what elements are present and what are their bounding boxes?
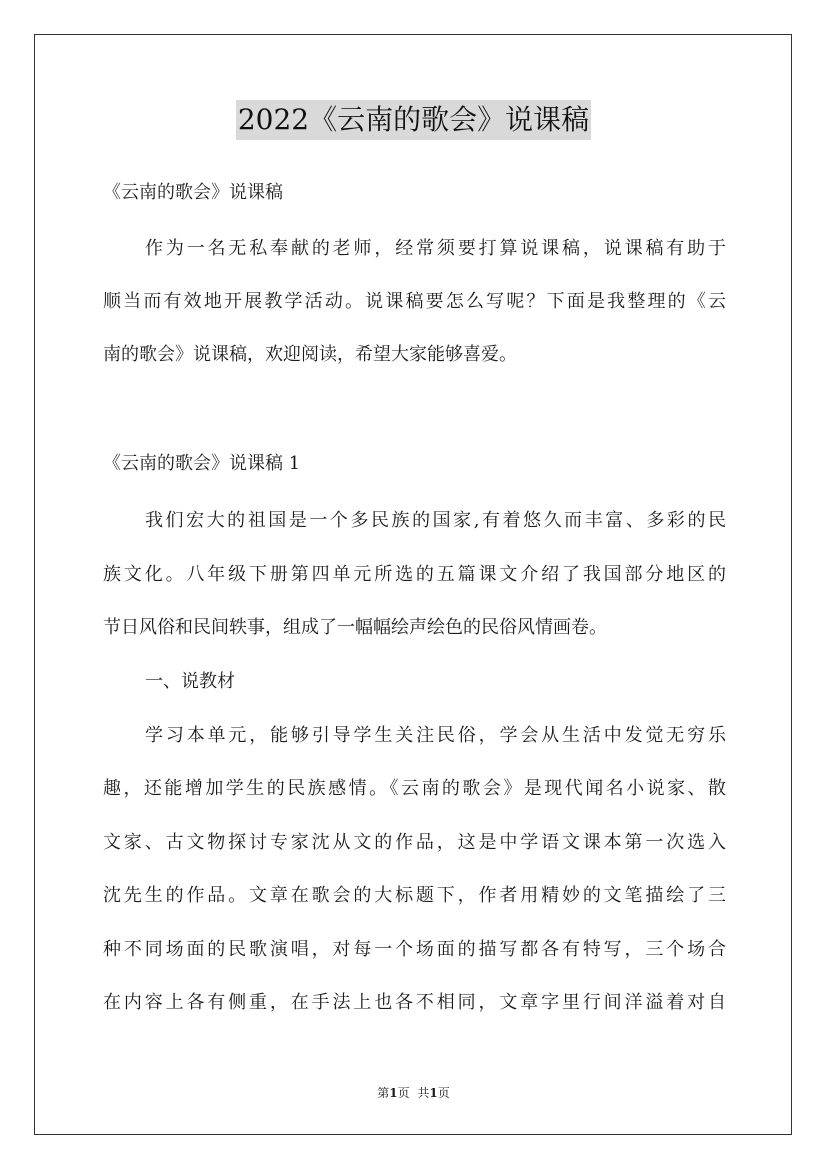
para1-line-3: 节日风俗和民间轶事，组成了一幅幅绘声绘色的民俗风情画卷。 <box>103 617 607 638</box>
footer-total-number: 1 <box>429 1086 438 1100</box>
para2-line-6: 在内容上各有侧重，在手法上也各不相同，文章字里行间洋溢着对自 <box>103 992 726 1013</box>
document-subtitle: 《云南的歌会》说课稿 <box>103 182 283 203</box>
footer-page-prefix: 第 <box>377 1086 390 1100</box>
footer-page-mid: 页 <box>397 1086 410 1100</box>
para2-line-4: 沈先生的作品。文章在歌会的大标题下，作者用精妙的文笔描绘了三 <box>103 885 726 906</box>
footer-page-number: 1 <box>389 1086 398 1100</box>
para2-line-2: 趣，还能增加学生的民族感情。《云南的歌会》是现代闻名小说家、散 <box>103 778 726 799</box>
para1-line-2: 族文化。八年级下册第四单元所选的五篇课文介绍了我国部分地区的 <box>103 564 726 585</box>
intro-line-2: 顺当而有效地开展教学活动。说课稿要怎么写呢？下面是我整理的《云 <box>103 291 726 312</box>
heading-teaching-material: 一、说教材 <box>145 671 235 692</box>
para2-line-1: 学习本单元，能够引导学生关注民俗，学会从生活中发觉无穷乐 <box>145 725 726 746</box>
title-container <box>0 100 827 140</box>
intro-line-1: 作为一名无私奉献的老师，经常须要打算说课稿，说课稿有助于 <box>145 238 726 259</box>
page-footer <box>0 1085 827 1101</box>
para2-line-3: 文家、古文物探讨专家沈从文的作品，这是中学语文课本第一次选入 <box>103 832 726 853</box>
intro-line-3: 南的歌会》说课稿，欢迎阅读，希望大家能够喜爱。 <box>103 344 517 365</box>
section-title: 《云南的歌会》说课稿 1 <box>103 453 301 474</box>
document-title: 2022《云南的歌会》说课稿 <box>236 100 591 140</box>
footer-total-prefix: 共 <box>417 1086 430 1100</box>
para1-line-1: 我们宏大的祖国是一个多民族的国家,有着悠久而丰富、多彩的民 <box>145 510 726 531</box>
para2-line-5: 种不同场面的民歌演唱，对每一个场面的描写都各有特写，三个场合 <box>103 939 726 960</box>
footer-total-suffix: 页 <box>437 1086 450 1100</box>
